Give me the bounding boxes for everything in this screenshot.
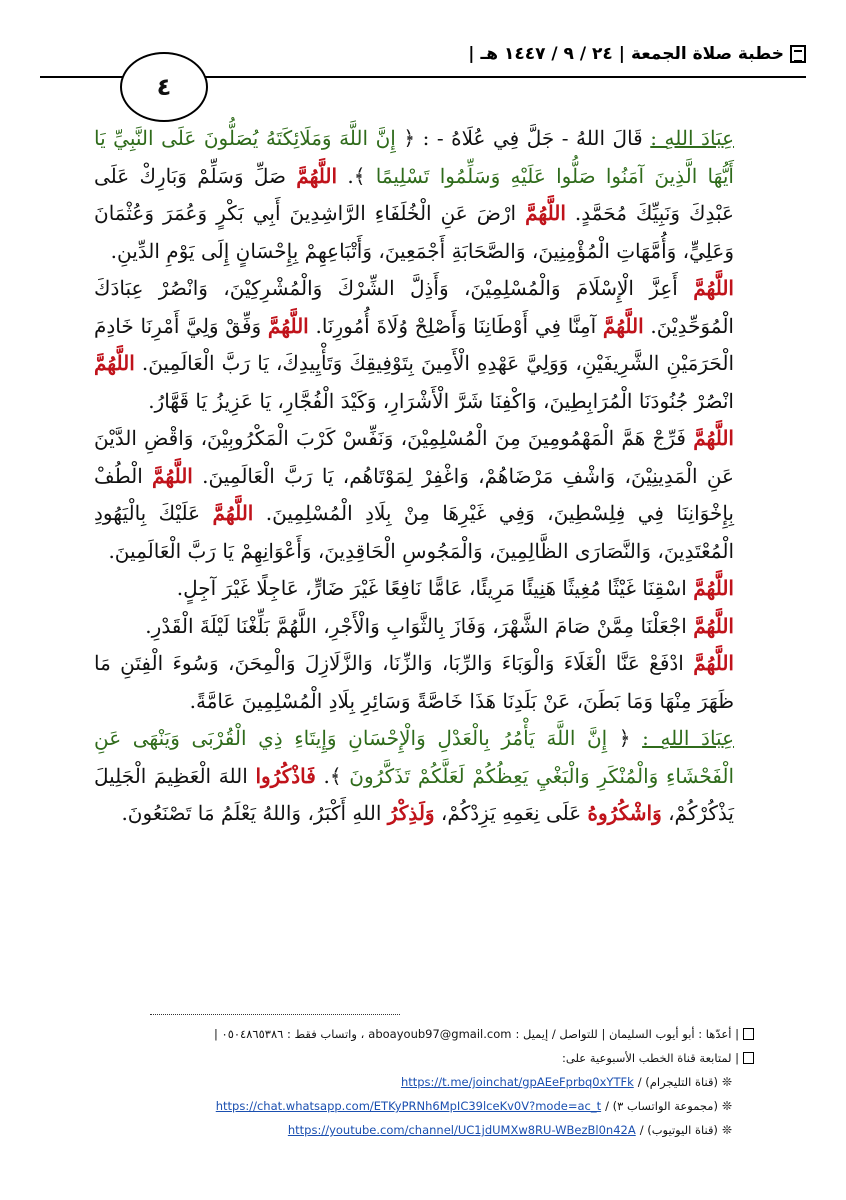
document-icon [790,45,806,63]
star-icon: ❊ [721,1099,732,1113]
author-label: | أعدّها : أبو أيوب السليمان | للتواصل / إيميل : [515,1027,739,1041]
dua-keyword: وَاشْكُرُوهُ [587,801,662,825]
dua-keyword: اللَّهُمَّ [94,351,135,375]
quran-verse: إِنَّ اللَّهَ وَمَلَائِكَتَهُ يُصَلُّونَ عَلَى النَّبِيِّ يَا أَيُّهَا الَّذِينَ آمَنُوا صَلُّوا عَلَيْهِ وَسَلِّمُوا تَسْلِيمًا [94,126,734,188]
text-segment: الْطُفْ بِإِخْوَانِنَا فِي فِلِسْطِينَ، وَفِي غَيْرِهَا مِنْ بِلَادِ الْمُسْلِمِينَ. [94,463,734,525]
whatsapp-row [114,1094,754,1118]
page-footer [114,1022,754,1142]
text-segment: اللهَ الْعَظِيمَ الْجَلِيلَ يَذْكُرْكُمْ، [94,763,734,825]
dua-keyword: اللَّهُمَّ [693,613,734,638]
quran-verse: إِنَّ اللَّهَ يَأْمُرُ بِالْعَدْلِ وَالْإِحْسَانِ وَإِيتَاءِ ذِي الْقُرْبَى وَيَنْهَى عَنِ الْفَحْشَاءِ وَالْمُنْكَرِ وَالْبَغْيِ يَعِظُكُمْ لَعَلَّكُمْ تَذَكَّرُونَ [94,726,735,788]
dua-keyword: اللَّهُمَّ [693,426,734,450]
dua-keyword: وَلَذِكْرُ [387,801,435,825]
text-segment: صَلِّ وَسَلِّمْ وَبَارِكْ عَلَى عَبْدِكَ وَنَبِيِّكَ مُحَمَّدٍ. [94,163,734,225]
dua-keyword: اللَّهُمَّ [267,313,309,338]
text-segment: أَعِزَّ الْإِسْلَامَ وَالْمُسْلِمِيْنَ، وَأَذِلَّ الشِّرْكَ وَالْمُشْرِكِيْنَ، وَانْصُرْ عِبَادَكَ الْمُوَحِّدِيْنَ. [94,276,734,338]
telegram-label: (قناة التليجرام) / [637,1075,718,1089]
telegram-row [114,1070,754,1094]
address-phrase: عِبَادَ اللهِ : [642,726,735,750]
hijri-date: ٢٤ / ٩ / ١٤٤٧ هـ [480,44,613,64]
youtube-row [114,1118,754,1142]
text-segment: فَرِّجْ هَمَّ الْمَهْمُومِينَ مِنَ الْمُسْلِمِيْنَ، وَنَفِّسْ كَرْبَ الْمَكْرُوبِيْنَ، وَاقْضِ الدَّيْنَ عَنِ الْمَدِينِيْنَ، وَاشْفِ مَرْضَاهُمْ، وَاغْفِرْ لِمَوْتَاهُم، يَا رَبَّ الْعَالَمِينَ. [94,426,734,488]
paragraph-islam-dua [94,270,734,420]
page-number: ٤ [120,52,208,122]
text-segment: آمِنَّا فِي أَوْطَانِنَا وَأَصْلِحْ وُلَاةَ أُمُورِنَا. [308,313,603,338]
dua-keyword: اللَّهُمَّ [693,651,734,675]
whatsapp-label: (مجموعة الواتساب ٣) / [605,1099,718,1113]
paragraph-closing [94,720,734,833]
star-icon: ❊ [721,1123,732,1137]
sermon-title: خطبة صلاة الجمعة [630,44,784,64]
paragraph-laylat-alqadr-dua [94,608,734,646]
paragraph-relief-dua [94,420,734,570]
pencil-icon [743,1028,754,1040]
dua-keyword: اللَّهُمَّ [693,576,734,600]
dua-keyword: اللَّهُمَّ [693,276,734,300]
author-email[interactable]: aboayoub97@gmail.com [368,1027,512,1041]
text-segment: ﴾. [315,763,350,788]
text-segment: عَلَى نِعَمِهِ يَزِدْكُمْ، [434,801,588,825]
text-segment: اللهِ أَكْبَرُ، وَاللهُ يَعْلَمُ مَا تَصْنَعُونَ. [121,801,388,825]
whatsapp-link[interactable]: https://chat.whatsapp.com/ETKyPRNh6MpIC39lceKv0V?mode=ac_t [215,1099,602,1113]
text-segment: قَالَ اللهُ - جَلَّ فِي عُلَاهُ - : ﴿ [395,126,651,150]
text-segment: ارْضَ عَنِ الْخُلَفَاءِ الرَّاشِدِينَ أَبِي بَكْرٍ وَعُمَرَ وَعُثْمَانَ وَعَلِيٍّ، وَأُمَّهَاتِ الْمُؤْمِنِينَ، وَالصَّحَابَةِ أَجْمَعِينَ، وَأَتْبَاعِهِمْ بِإِحْسَانٍ إِلَى يَوْمِ الدِّينِ. [94,201,734,263]
header-separator: | [618,44,625,64]
paragraph-salawat [94,120,734,270]
text-segment: عَلَيْكَ بِالْيَهُودِ الْمُعْتَدِينَ، وَالنَّصَارَى الظَّالِمِينَ، وَالْمَجُوسِ الْحَاقِدِينَ، وَأَعْوَانِهِمْ يَا رَبَّ الْعَالَمِينَ. [94,501,734,563]
document-icon [743,1052,754,1064]
star-icon: ❊ [721,1075,732,1089]
dua-keyword: اللَّهُمَّ [602,313,644,338]
dua-keyword: اللَّهُمَّ [525,201,566,225]
dua-keyword: اللَّهُمَّ [212,501,254,525]
youtube-label: (قناة اليوتيوب) / [639,1123,718,1137]
dua-keyword: فَاذْكُرُوا [255,763,316,788]
channels-heading-row [114,1046,754,1070]
footer-divider [150,1014,400,1015]
paragraph-rain-dua [94,570,734,608]
sermon-body [94,120,734,833]
text-segment: انْصُرْ جُنُودَنَا الْمُرَابِطِينَ، وَاكْفِنَا شَرَّ الْأَشْرَارِ، وَكَيْدَ الْفُجَّارِ، يَا عَزِيزُ يَا قَهَّارُ. [148,388,734,413]
author-contact-row [114,1022,754,1046]
text-segment: ﴿ [607,726,643,750]
header-title-row [468,38,806,64]
whatsapp-number: ، واتساب فقط : ٠٥٠٤٨٦٥٣٨٦ | [214,1027,365,1041]
header-separator-end: | [468,44,475,64]
youtube-link[interactable]: https://youtube.com/channel/UC1jdUMXw8RU-WBezBl0n42A [287,1123,636,1137]
channels-heading: | لمتابعة قناة الخطب الأسبوعية على: [562,1051,739,1065]
paragraph-protection-dua [94,645,734,720]
address-phrase: عِبَادَ اللهِ : [650,126,735,150]
text-segment: ﴾. [337,163,376,188]
dua-keyword: اللَّهُمَّ [152,463,193,488]
dua-keyword: اللَّهُمَّ [296,163,338,188]
text-segment: وَفِّقْ وَلِيَّ أَمْرِنَا خَادِمَ الْحَرَمَيْنِ الشَّرِيفَيْنِ، وَوَلِيَّ عَهْدِهِ الْأَمِينَ بِتَوْفِيقِكَ وَتَأْيِيدِكَ، يَا رَبَّ الْعَالَمِينَ. [94,313,734,375]
text-segment: اسْقِنَا غَيْثًا مُغِيثًا هَنِيئًا مَرِيئًا، عَامًّا نَافِعًا غَيْرَ ضَارٍّ، عَاجِلًا غَيْرَ آجِلٍ. [176,576,694,600]
telegram-link[interactable]: https://t.me/joinchat/gpAEeFprbq0xYTFk [400,1075,634,1089]
text-segment: اجْعَلْنَا مِمَّنْ صَامَ الشَّهْرَ، وَفَازَ بِالثَّوَابِ وَالْأَجْرِ، اللَّهُمَّ بَلِّغْنَا لَيْلَةَ الْقَدْرِ. [145,613,694,638]
text-segment: ادْفَعْ عَنَّا الْغَلَاءَ وَالْوَبَاءَ وَالرِّبَا، وَالزِّنَا، وَالزَّلَازِلَ وَالْمِحَنَ، وَسُوءَ الْفِتَنِ مَا ظَهَرَ مِنْهَا وَمَا بَطَنَ، عَنْ بَلَدِنَا هَذَا خَاصَّةً وَسَائِرِ بِلَادِ الْمُسْلِمِينَ عَامَّةً. [94,651,734,713]
